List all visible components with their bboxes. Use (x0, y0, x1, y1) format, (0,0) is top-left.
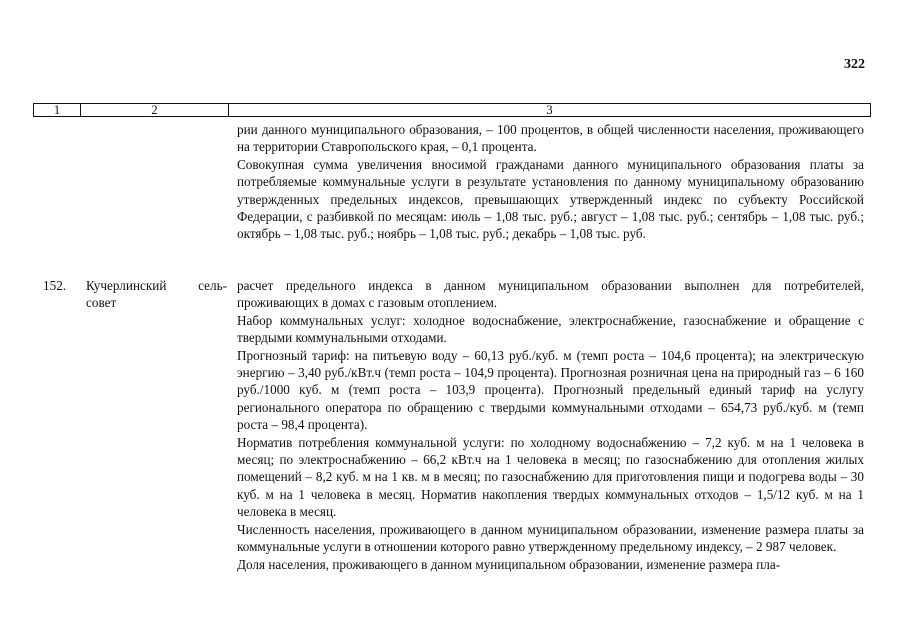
entry-number: 152. (43, 278, 67, 293)
entry-name-part: совет (86, 295, 117, 311)
entry-name-part: Кучерлинский (86, 278, 167, 293)
entry-paragraph: расчет предельного индекса в данном муниципальном образовании выполнен для потребителей, проживающих в домах с газовым отоплением. (237, 278, 864, 311)
continuation-paragraph: рии данного муниципального образования, – 100 процентов, в общей численности населения, проживающего на территории Ставропольского края, – 0,1 процента. (237, 122, 864, 155)
entry-paragraph: Набор коммунальных услуг: холодное водоснабжение, электроснабжение, газоснабжение и обращение с твердыми коммунальными отходами. (237, 312, 864, 346)
entry-paragraph: Норматив потребления коммунальной услуги: по холодному водоснабжению – 7,2 куб. м на 1 человека в месяц; по электроснабжению – 66,2 кВт.ч на 1 человека в месяц; по газоснабжению для отопления жилых помещений – 8,2 куб. м на 1 кв. м в месяц; по газоснабжению для приготовления пищи и подогрева воды – 30 куб. м на 1 человека в месяц. Норматив накопления твердых коммунальных отходов – 1,5/12 куб. м на 1 человека в месяц. (237, 434, 864, 520)
entry-paragraph: Прогнозный тариф: на питьевую воду – 60,13 руб./куб. м (темп роста – 104,6 процента); на электрическую энергию – 3,40 руб./кВт.ч (темп роста – 104,9 процента). Прогнозная розничная цена на природный газ – 6 160 руб./1000 куб. м (темп роста – 103,9 процента). Прогнозный предельный единый тариф на услугу регионального оператора по обращению с твердыми коммунальными отходами – 654,73 руб./куб. м (темп роста – 98,4 процента). (237, 347, 864, 433)
continuation-paragraph: Совокупная сумма увеличения вносимой гражданами данного муниципального образования платы за потребляемые коммунальные услуги в результате установления по данному муниципальному образованию утвержденных предельных индексов, превышающих утвержденный индекс по субъекту Российской Федерации, с разбивкой по месяцам: июль – 1,08 тыс. руб.; август – 1,08 тыс. руб.; сентябрь – 1,08 тыс. руб.; октябрь – 1,08 тыс. руб.; ноябрь – 1,08 тыс. руб.; декабрь – 1,08 тыс. руб. (237, 156, 864, 242)
continuation-text (237, 121, 864, 243)
column-number-1: 1 (34, 104, 81, 116)
entry-name (86, 277, 227, 312)
column-number-2: 2 (81, 104, 229, 116)
entry-description (237, 277, 864, 573)
entry-name-part: сель- (198, 278, 227, 293)
entry-paragraph: Доля населения, проживающего в данном муниципальном образовании, изменение размера пла- (237, 556, 781, 572)
entry-paragraph: Численность населения, проживающего в данном муниципальном образовании, изменение размера платы за коммунальные услуги в отношении которого равно утвержденному предельному индексу, – 2 987 человек. (237, 521, 864, 555)
column-number-3: 3 (546, 103, 553, 117)
page-number: 322 (844, 57, 865, 72)
table-column-header (33, 103, 871, 117)
